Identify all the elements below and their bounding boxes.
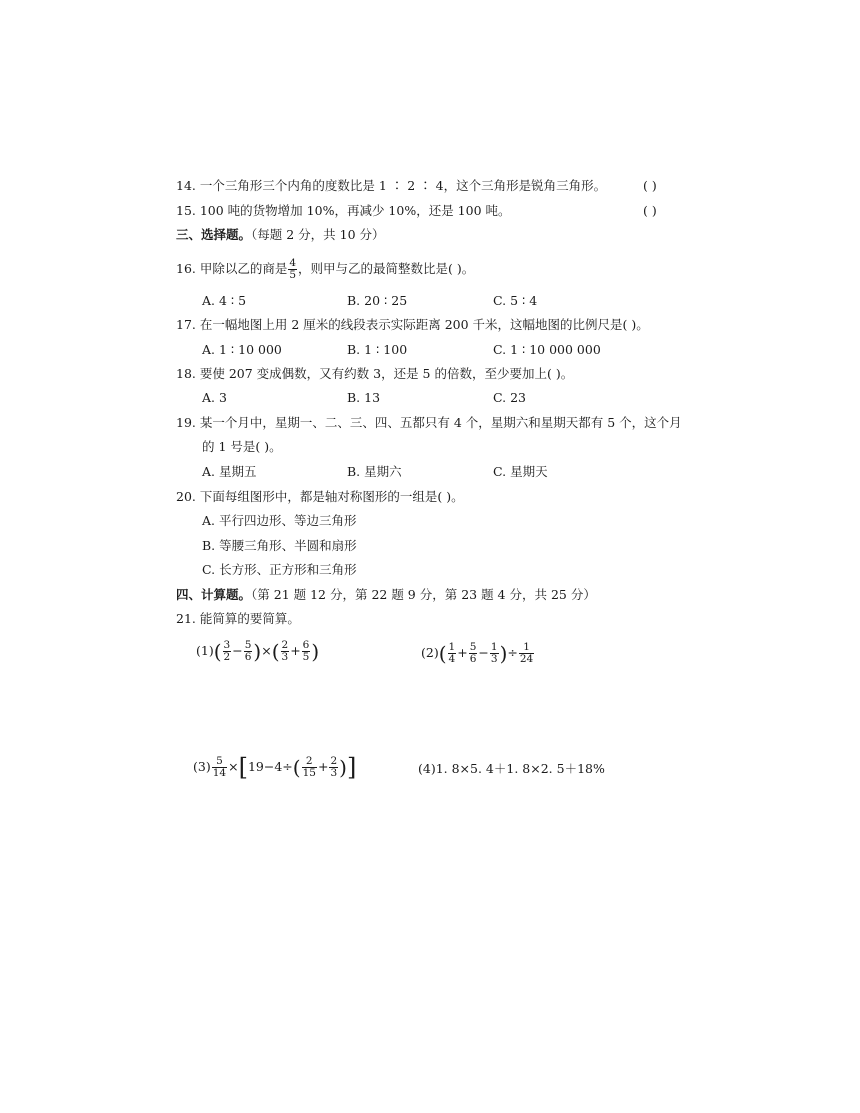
fraction-numerator: 2 — [281, 639, 289, 651]
fraction-denominator: 3 — [281, 651, 289, 663]
q17-option-b: B. 1 ∶ 100 — [347, 342, 408, 357]
paren-close: ) — [311, 639, 320, 664]
section-4-title: 四、计算题。 — [176, 587, 252, 602]
question-15: 15. 100 吨的货物增加 10%，再减少 10%，还是 100 吨。 — [176, 203, 511, 218]
fraction — [244, 640, 253, 663]
fraction — [469, 642, 478, 665]
section-3-heading — [176, 226, 385, 244]
question-18: 18. 要使 207 变成偶数，又有约数 3，还是 5 的倍数，至少要加上( )。 — [176, 366, 574, 381]
section-3-note: （每题 2 分，共 10 分） — [251, 227, 385, 242]
fraction-numerator: 5 — [216, 755, 223, 767]
q16-option-a: A. 4 ∶ 5 — [202, 293, 247, 308]
paren-open: ( — [438, 641, 447, 666]
fraction — [329, 756, 338, 779]
bracket-close: ] — [346, 753, 357, 782]
q19-option-c: C. 星期天 — [493, 464, 548, 479]
fraction — [519, 642, 534, 665]
fraction-numerator: 4 — [289, 257, 297, 269]
q16-option-c: C. 5 ∶ 4 — [493, 293, 538, 308]
q18-option-a: A. 3 — [202, 390, 227, 405]
fraction-numerator: 3 — [223, 639, 231, 651]
question-21: 21. 能简算的要简算。 — [176, 611, 300, 626]
expression-3 — [193, 754, 356, 781]
fraction-numerator: 5 — [244, 639, 252, 651]
answer-paren-15: ( ) — [643, 203, 657, 218]
fraction-denominator: 4 — [448, 653, 456, 665]
fraction — [302, 756, 317, 779]
fraction-denominator: 5 — [302, 651, 310, 663]
q16-option-b: B. 20 ∶ 25 — [347, 293, 408, 308]
paren-close: ) — [499, 641, 508, 666]
expression-2 — [421, 640, 535, 667]
fraction-numerator: 5 — [469, 641, 477, 653]
bracket-open: [ — [238, 753, 248, 782]
operator: + — [457, 645, 468, 660]
question-16-prefix: 16. 甲除以乙的商是 — [176, 261, 288, 276]
question-16-suffix: ，则甲与乙的最简整数比是( )。 — [298, 261, 475, 276]
question-19-line-2: 的 1 号是( )。 — [202, 439, 282, 454]
fraction — [302, 640, 311, 663]
question-17: 17. 在一幅地图上用 2 厘米的线段表示实际距离 200 千米，这幅地图的比例尺是( )。 — [176, 317, 649, 332]
answer-paren-14: ( ) — [643, 178, 657, 193]
q20-option-c: C. 长方形、正方形和三角形 — [202, 562, 357, 577]
fraction — [448, 642, 457, 665]
fraction-numerator: 1 — [490, 641, 498, 653]
fraction-numerator: 2 — [305, 755, 313, 767]
paren-open: ( — [213, 639, 222, 664]
fraction — [281, 640, 290, 663]
q18-option-b: B. 13 — [347, 390, 381, 405]
paren-open: ( — [271, 639, 280, 664]
fraction-denominator: 14 — [212, 767, 227, 779]
fraction-denominator: 2 — [223, 651, 231, 663]
q20-option-b: B. 等腰三角形、半圆和扇形 — [202, 538, 357, 553]
fraction — [490, 642, 499, 665]
operator: − — [232, 643, 243, 658]
paren-open: ( — [292, 755, 301, 780]
fraction-numerator: 2 — [330, 755, 338, 767]
expr-label: (2) — [421, 645, 439, 660]
fraction-denominator: 24 — [519, 653, 534, 665]
fraction-denominator: 15 — [302, 767, 316, 779]
operator: × — [228, 759, 239, 774]
question-14: 14. 一个三角形三个内角的度数比是 1 ∶ 2 ∶ 4，这个三角形是锐角三角形。 — [176, 178, 607, 193]
section-3-title: 三、选择题。 — [176, 227, 252, 242]
fraction-denominator: 6 — [244, 651, 252, 663]
section-4-note: （第 21 题 12 分，第 22 题 9 分，第 23 题 4 分，共 25 分） — [251, 587, 596, 602]
fraction-numerator: 6 — [302, 639, 310, 651]
fraction-denominator: 3 — [330, 767, 338, 779]
q20-option-a: A. 平行四边形、等边三角形 — [202, 513, 357, 528]
expr-middle: 19−4÷ — [247, 759, 293, 774]
q17-option-a: A. 1 ∶ 10 000 — [202, 342, 282, 357]
fraction-denominator: 6 — [469, 653, 477, 665]
fraction-denominator: 3 — [490, 653, 498, 665]
question-19-line-1: 19. 某一个月中，星期一、二、三、四、五都只有 4 个，星期六和星期天都有 5 个，这个月 — [176, 415, 682, 430]
operator: + — [317, 759, 329, 774]
q18-option-c: C. 23 — [493, 390, 526, 405]
expression-4: (4)1. 8×5. 4＋1. 8×2. 5＋18% — [418, 761, 605, 776]
paren-close: ) — [253, 639, 262, 664]
fraction-numerator: 1 — [523, 641, 530, 653]
fraction-denominator: 5 — [289, 269, 297, 281]
question-20: 20. 下面每组图形中，都是轴对称图形的一组是( )。 — [176, 489, 464, 504]
operator: × — [261, 643, 272, 658]
operator: ÷ — [507, 645, 518, 660]
expr-label: (1) — [196, 643, 214, 658]
question-16 — [176, 256, 474, 282]
expr-label: (3) — [193, 759, 211, 774]
paren-close: ) — [339, 755, 347, 780]
expression-1 — [196, 638, 319, 665]
q19-option-a: A. 星期五 — [202, 464, 257, 479]
fraction — [212, 756, 227, 779]
fraction-numerator: 1 — [448, 641, 456, 653]
section-4-heading — [176, 586, 596, 604]
operator: + — [290, 643, 301, 658]
fraction — [223, 640, 232, 663]
q19-option-b: B. 星期六 — [347, 464, 402, 479]
fraction-4-5 — [288, 258, 297, 281]
operator: − — [478, 645, 489, 660]
q17-option-c: C. 1 ∶ 10 000 000 — [493, 342, 601, 357]
